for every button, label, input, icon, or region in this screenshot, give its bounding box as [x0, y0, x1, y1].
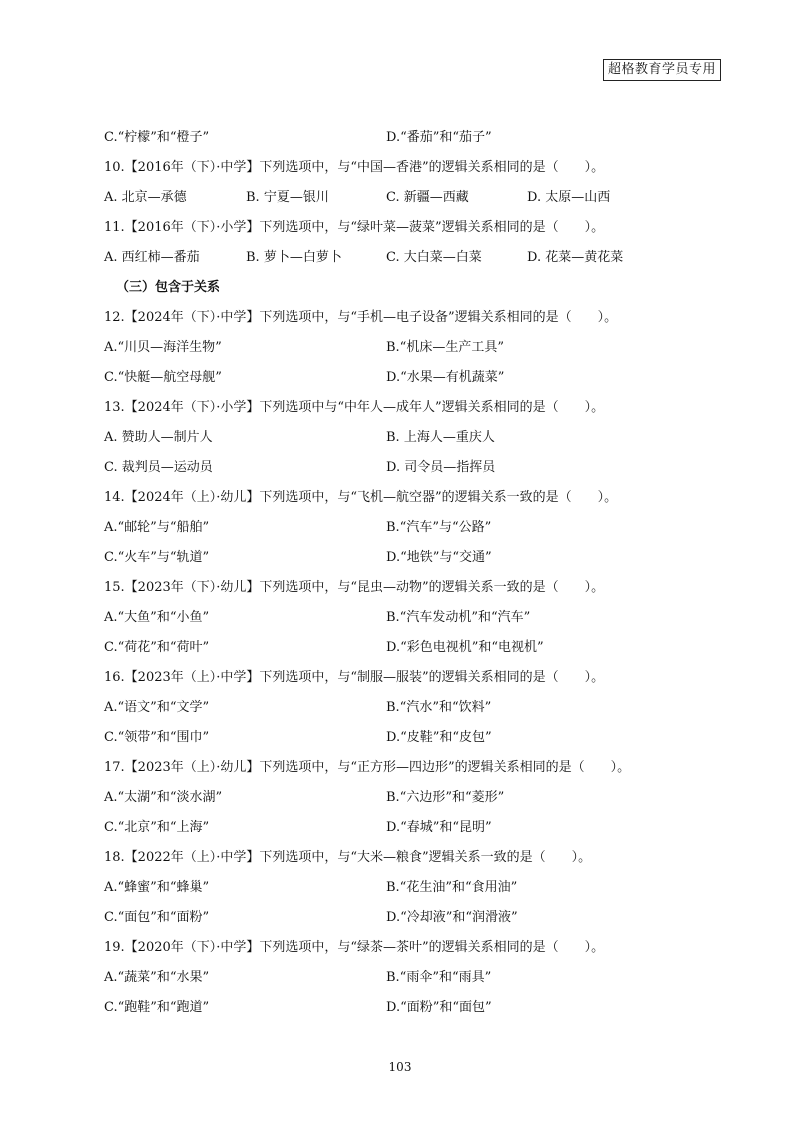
option-item: D.“地铁”与“交通” [386, 550, 492, 565]
option-item: D. 司令员—指挥员 [386, 460, 496, 475]
question-text: 11.【2016年（下）·小学】下列选项中，与“绿叶菜—菠菜”逻辑关系相同的是（ ）。 [104, 220, 605, 235]
option-item: C.“火车”与“轨道” [104, 550, 210, 565]
option-item: B.“六边形”和“菱形” [386, 790, 505, 805]
option-item: D.“皮鞋”和“皮包” [386, 730, 492, 745]
option-item: C. 裁判员—运动员 [104, 460, 213, 475]
question-text: 19.【2020年（下）·中学】下列选项中，与“绿茶—茶叶”的逻辑关系相同的是（ ）。 [104, 940, 605, 955]
option-item: A.“川贝—海洋生物” [104, 340, 222, 355]
option-item: A.“大鱼”和“小鱼” [104, 610, 210, 625]
option-item: B.“花生油”和“食用油” [386, 880, 518, 895]
option-item: A.“语文”和“文学” [104, 700, 210, 715]
option-item: B. 宁夏—银川 [246, 190, 329, 205]
option-item: D.“番茄”和“茄子” [386, 130, 492, 145]
option-item: D. 花菜—黄花菜 [527, 250, 624, 265]
question-text: 18.【2022年（上）·中学】下列选项中，与“大米—粮食”逻辑关系一致的是（ ）。 [104, 850, 592, 865]
option-item: C.“面包”和“面粉” [104, 910, 210, 925]
question-text: 13.【2024年（下）·小学】下列选项中与“中年人—成年人”逻辑关系相同的是（ ）。 [104, 400, 605, 415]
option-item: B. 萝卜—白萝卜 [246, 250, 342, 265]
question-text: 12.【2024年（下）·中学】下列选项中，与“手机—电子设备”逻辑关系相同的是（ ）。 [104, 310, 618, 325]
option-item: C. 大白菜—白菜 [386, 250, 482, 265]
option-item: C. 新疆—西藏 [386, 190, 469, 205]
option-item: D.“彩色电视机”和“电视机” [386, 640, 544, 655]
option-item: B.“机床—生产工具” [386, 340, 504, 355]
option-item: A.“蔬菜”和“水果” [104, 970, 210, 985]
option-item: B.“汽水”和“饮料” [386, 700, 492, 715]
option-item: C.“跑鞋”和“跑道” [104, 1000, 210, 1015]
option-item: C.“领带”和“围巾” [104, 730, 210, 745]
question-text: 14.【2024年（上）·幼儿】下列选项中，与“飞机—航空器”的逻辑关系一致的是（ ）。 [104, 490, 618, 505]
option-item: C.“柠檬”和“橙子” [104, 130, 210, 145]
option-item: A. 西红柿—番茄 [104, 250, 200, 265]
option-item: D.“春城”和“昆明” [386, 820, 492, 835]
header-stamp: 超格教育学员专用 [603, 59, 721, 81]
option-item: C.“荷花”和“荷叶” [104, 640, 210, 655]
option-item: B.“汽车发动机”和“汽车” [386, 610, 531, 625]
question-text: 17.【2023年（上）·幼儿】下列选项中，与“正方形—四边形”的逻辑关系相同的是（ ）。 [104, 760, 631, 775]
question-text: 10.【2016年（下）·中学】下列选项中，与“中国—香港”的逻辑关系相同的是（ ）。 [104, 160, 605, 175]
option-item: A.“太湖”和“淡水湖” [104, 790, 223, 805]
option-item: A. 赞助人—制片人 [104, 430, 213, 445]
option-item: A. 北京—承德 [104, 190, 187, 205]
section-heading: （三）包含于关系 [116, 280, 221, 295]
option-item: D.“水果—有机蔬菜” [386, 370, 505, 385]
option-item: B.“汽车”与“公路” [386, 520, 492, 535]
option-item: D.“冷却液”和“润滑液” [386, 910, 518, 925]
option-item: D.“面粉”和“面包” [386, 1000, 492, 1015]
option-item: A.“邮轮”与“船舶” [104, 520, 210, 535]
option-item: C.“北京”和“上海” [104, 820, 210, 835]
option-item: B.“雨伞”和“雨具” [386, 970, 492, 985]
option-item: B. 上海人—重庆人 [386, 430, 495, 445]
option-item: D. 太原—山西 [527, 190, 611, 205]
question-text: 16.【2023年（上）·中学】下列选项中，与“制服—服装”的逻辑关系相同的是（ ）。 [104, 670, 605, 685]
question-text: 15.【2023年（下）·幼儿】下列选项中，与“昆虫—动物”的逻辑关系一致的是（ ）。 [104, 580, 605, 595]
option-item: A.“蜂蜜”和“蜂巢” [104, 880, 210, 895]
page-number: 103 [388, 1060, 412, 1074]
option-item: C.“快艇—航空母舰” [104, 370, 222, 385]
